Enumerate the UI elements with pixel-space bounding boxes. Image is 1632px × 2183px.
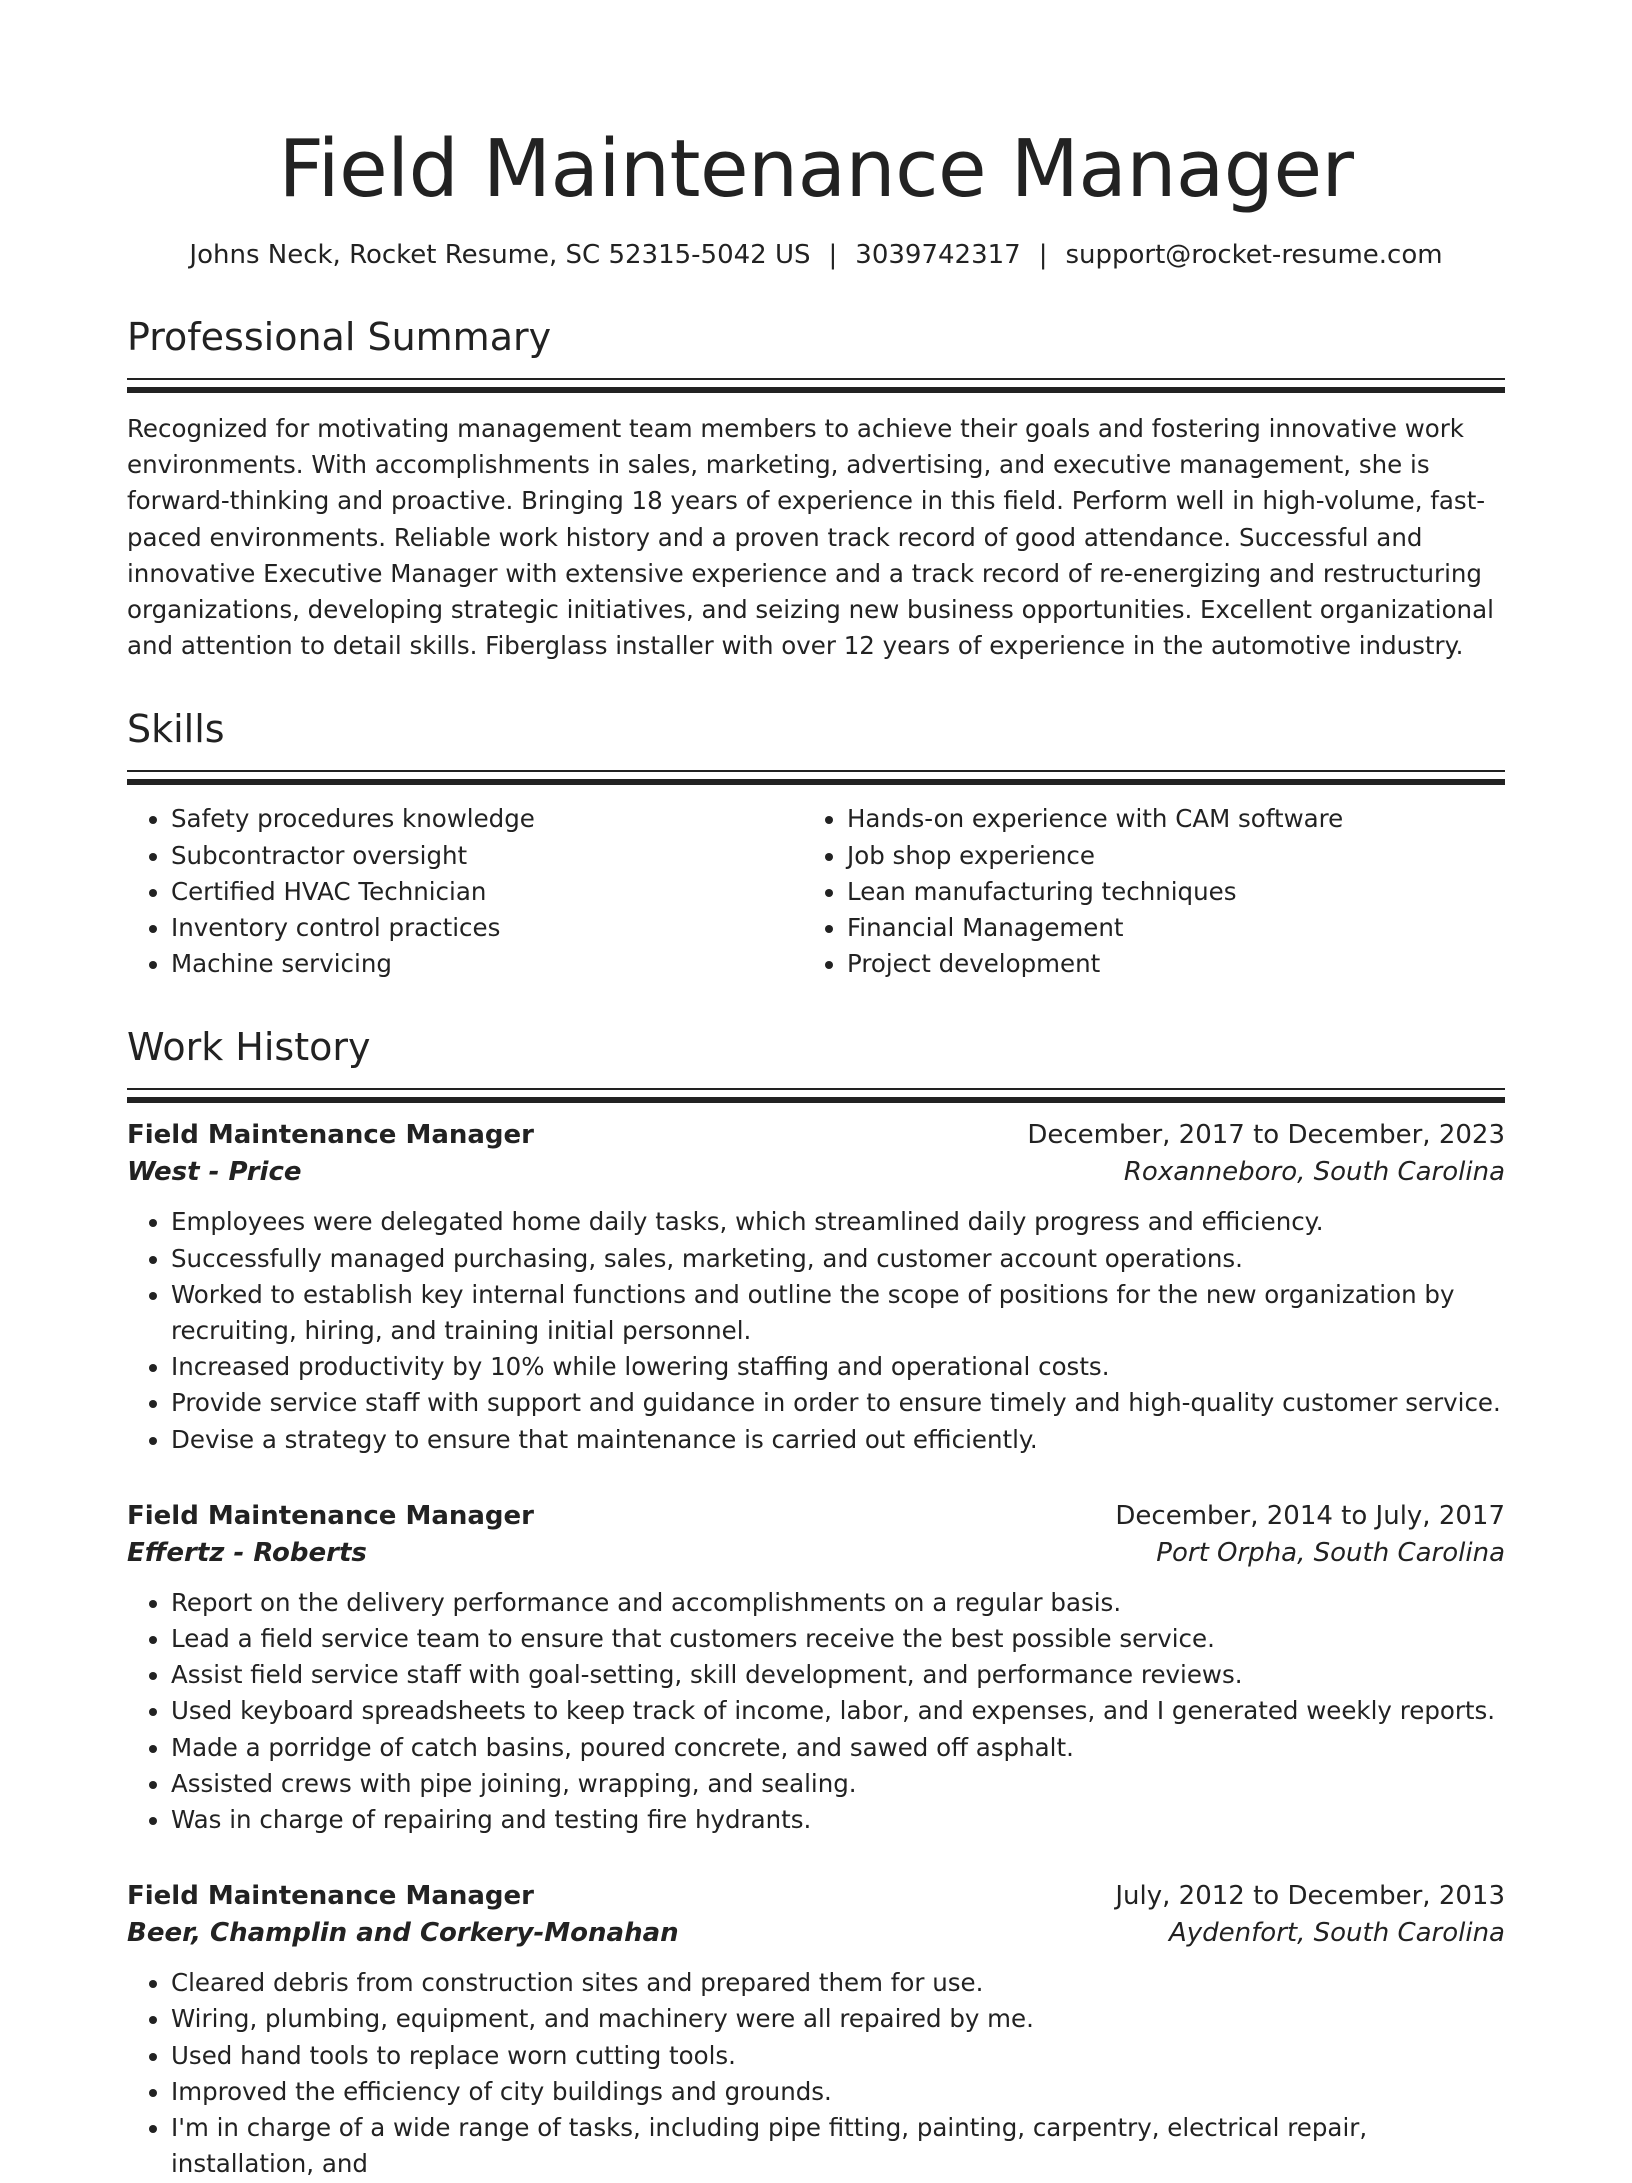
job-bullet: • Increased productivity by 10% while lowering staffing and operational costs. (171, 1349, 1505, 1385)
job-bullet: • Provide service staff with support and guidance in order to ensure timely and high-quality customer service. (171, 1385, 1505, 1421)
job-company: West - Price (127, 1157, 302, 1188)
job-entry (127, 1117, 1505, 1457)
summary-section (127, 312, 1505, 664)
skills-section (127, 704, 1505, 982)
job-bullets (127, 1585, 1505, 1838)
job-location: Aydenfort, South Carolina (1169, 1918, 1505, 1949)
summary-text: Recognized for motivating management team members to achieve their goals and fostering innovative work environments. With accomplishments in sales, marketing, advertising, and executive management, she is forward-thinking and proactive. Bringing 18 years of experience in this field. Perform well in high-volume, fast-paced environments. Reliable work history and a proven track record of good attendance. Successful and innovative Executive Manager with extensive experience and a track record of re-energizing and restructuring organizations, developing strategic initiatives, and seizing new business opportunities. Excellent organizational and attention to detail skills. Fiberglass installer with over 12 years of experience in the automotive industry. (127, 414, 1494, 661)
skills-columns (127, 801, 1505, 982)
skill-item: • Lean manufacturing techniques (847, 874, 1343, 910)
job-bullet: • Assist field service staff with goal-setting, skill development, and performance reviews. (171, 1657, 1505, 1693)
contact-line (127, 238, 1505, 272)
job-entry (127, 1878, 1505, 2182)
contact-phone: 3039742317 (855, 240, 1021, 270)
job-bullet: • Lead a field service team to ensure that customers receive the best possible service. (171, 1621, 1505, 1657)
job-bullet: • Used keyboard spreadsheets to keep track of income, labor, and expenses, and I generated weekly reports. (171, 1693, 1505, 1729)
skill-item: • Inventory control practices (171, 910, 803, 946)
job-bullet: • Report on the delivery performance and accomplishments on a regular basis. (171, 1585, 1505, 1621)
work-history-section (127, 1022, 1505, 2182)
job-bullet: • Worked to establish key internal functions and outline the scope of positions for the new organization by recruiting, hiring, and training initial personnel. (171, 1277, 1505, 1349)
job-bullet: • I'm in charge of a wide range of tasks, including pipe fitting, painting, carpentry, electrical repair, installation, and (171, 2110, 1505, 2182)
job-title: Field Maintenance Manager (127, 1120, 534, 1151)
job-bullet: • Improved the efficiency of city buildings and grounds. (171, 2074, 1505, 2110)
job-title: Field Maintenance Manager (127, 1500, 534, 1531)
job-bullet: • Wiring, plumbing, equipment, and machinery were all repaired by me. (171, 2001, 1505, 2037)
job-bullet: • Made a porridge of catch basins, poured concrete, and sawed off asphalt. (171, 1730, 1505, 1766)
job-bullets (127, 1965, 1505, 2182)
skill-item: • Project development (847, 946, 1343, 982)
skill-item: • Hands-on experience with CAM software (847, 801, 1343, 837)
skill-item: • Subcontractor oversight (171, 838, 803, 874)
resume-title: Field Maintenance Manager (278, 123, 1354, 215)
job-dates: December, 2017 to December, 2023 (1027, 1120, 1505, 1151)
skill-item: • Certified HVAC Technician (171, 874, 803, 910)
skill-item: • Safety procedures knowledge (171, 801, 803, 837)
contact-separator: | (828, 240, 838, 270)
section-heading-summary: Professional Summary (127, 315, 552, 359)
skill-item: • Job shop experience (847, 838, 1343, 874)
job-bullet: • Employees were delegated home daily tasks, which streamlined daily progress and efficiency. (171, 1204, 1505, 1240)
skills-list-left (127, 801, 803, 982)
job-company: Effertz - Roberts (127, 1537, 367, 1568)
contact-address: Johns Neck, Rocket Resume, SC 52315-5042 US (189, 240, 811, 270)
job-bullet: • Was in charge of repairing and testing fire hydrants. (171, 1802, 1505, 1838)
section-divider (127, 770, 1505, 785)
section-divider (127, 378, 1505, 393)
contact-email: support@rocket-resume.com (1065, 240, 1443, 270)
skill-item: • Financial Management (847, 910, 1343, 946)
job-bullet: • Used hand tools to replace worn cutting tools. (171, 2038, 1505, 2074)
job-bullets (127, 1204, 1505, 1457)
job-bullet: • Cleared debris from construction sites and prepared them for use. (171, 1965, 1505, 2001)
job-bullet: • Devise a strategy to ensure that maintenance is carried out efficiently. (171, 1422, 1505, 1458)
job-company: Beer, Champlin and Corkery-Monahan (127, 1918, 679, 1949)
skills-list-right (803, 801, 1343, 982)
job-dates: December, 2014 to July, 2017 (1115, 1500, 1505, 1531)
job-location: Port Orpha, South Carolina (1156, 1537, 1505, 1568)
job-entry (127, 1498, 1505, 1838)
skill-item: • Machine servicing (171, 946, 803, 982)
section-heading-work-history: Work History (127, 1025, 371, 1070)
job-dates: July, 2012 to December, 2013 (1115, 1881, 1505, 1912)
section-heading-skills: Skills (127, 707, 225, 752)
contact-separator: | (1038, 240, 1048, 270)
job-title: Field Maintenance Manager (127, 1881, 534, 1912)
job-bullet: • Successfully managed purchasing, sales, marketing, and customer account operations. (171, 1241, 1505, 1277)
job-bullet: • Assisted crews with pipe joining, wrapping, and sealing. (171, 1766, 1505, 1802)
section-divider (127, 1088, 1505, 1103)
job-location: Roxanneboro, South Carolina (1123, 1157, 1505, 1188)
